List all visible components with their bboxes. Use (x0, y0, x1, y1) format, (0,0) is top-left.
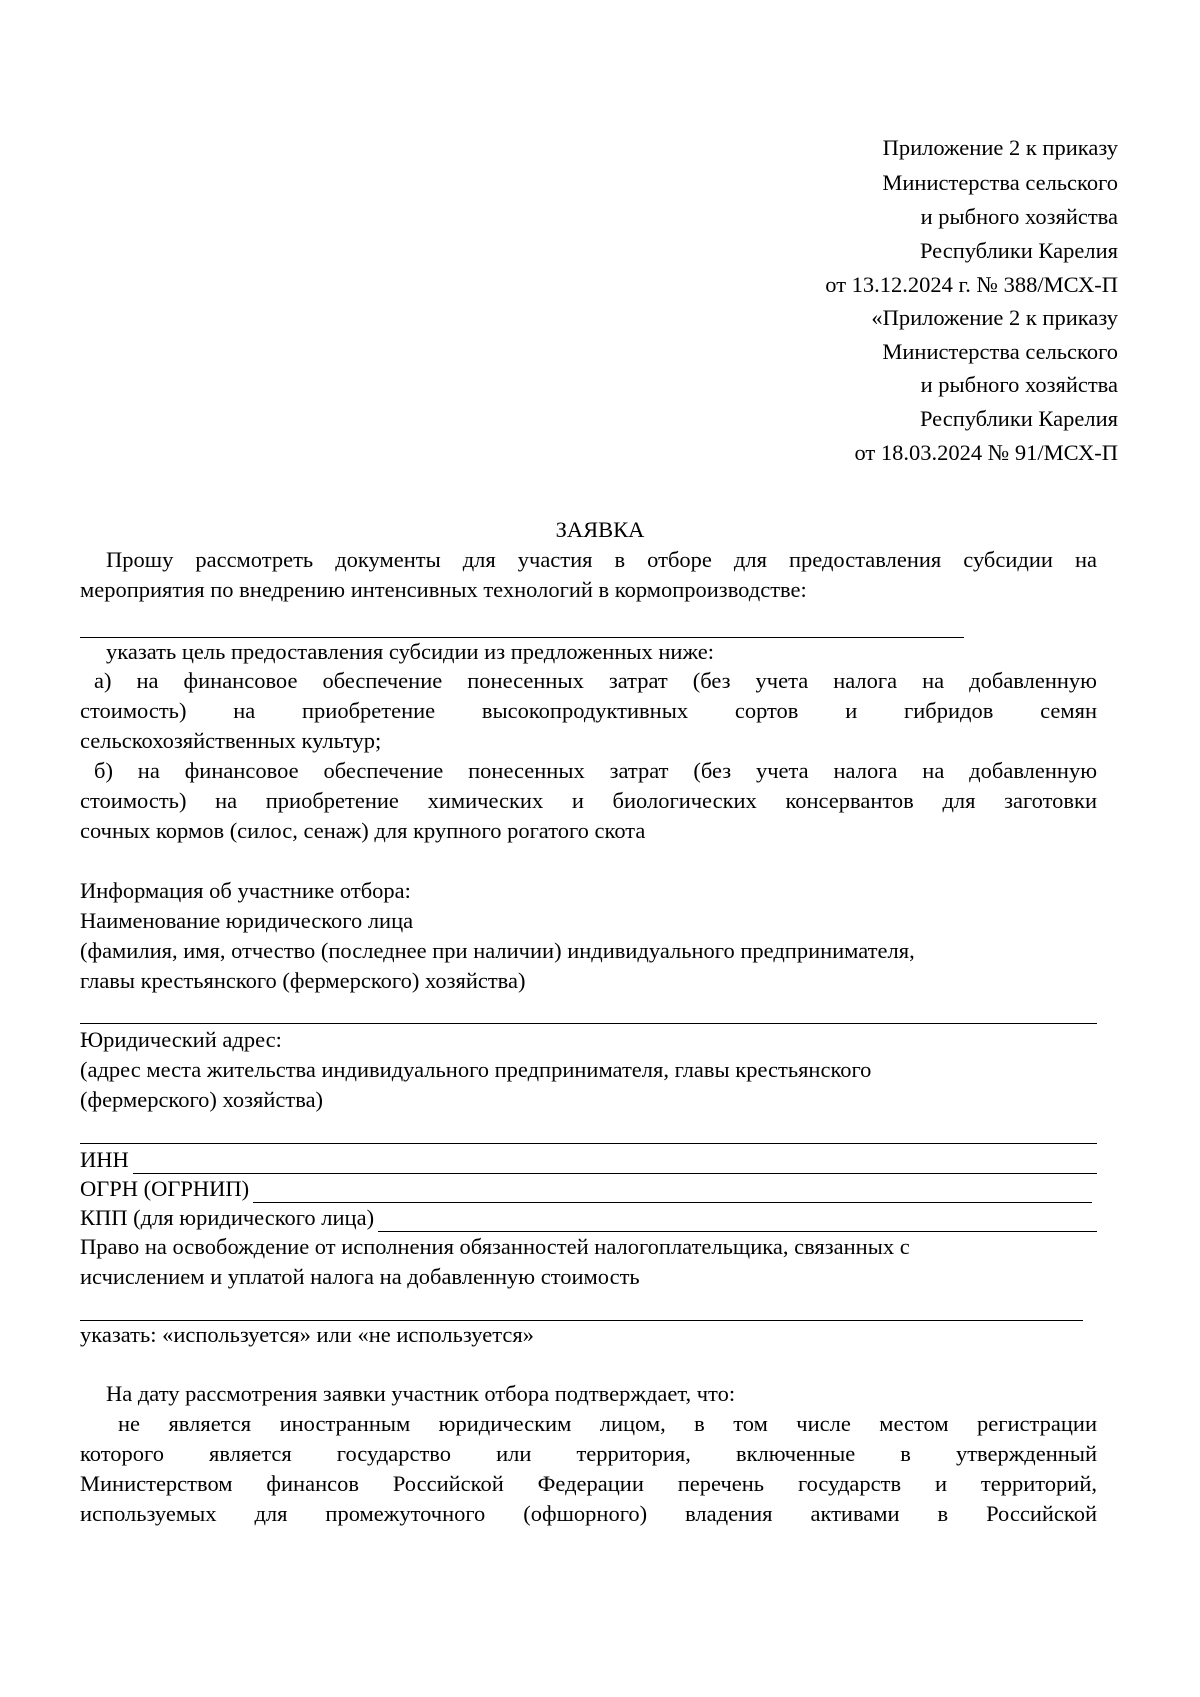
option-a-line: а) на финансовое обеспечение понесенных затрат (без учета налога на добавленную (94, 668, 1097, 693)
approval-line: Республики Карелия (919, 238, 1118, 263)
document-title: ЗАЯВКА (555, 517, 645, 542)
inn-label: ИНН (80, 1147, 129, 1172)
purpose-hint: указать цель предоставления субсидии из предложенных ниже: (106, 639, 714, 664)
ogrn-label: ОГРН (ОГРНИП) (80, 1176, 250, 1201)
approval-line: «Приложение 2 к приказу (871, 305, 1118, 330)
approval-line: Министерства сельского (882, 339, 1118, 364)
address-blank-line[interactable] (80, 1143, 1097, 1144)
option-b-line: сочных кормов (силос, сенаж) для крупного рогатого скота (80, 818, 646, 843)
approval-line: от 13.12.2024 г. № 388/МСХ-П (825, 272, 1118, 297)
address-label-line: Юридический адрес: (80, 1027, 282, 1052)
option-b-line: б) на финансовое обеспечение понесенных затрат (без учета налога на добавленную (94, 758, 1097, 783)
inn-blank[interactable] (133, 1151, 1097, 1174)
option-a-line: сельскохозяйственных культур; (80, 728, 382, 753)
intro-line: мероприятия по внедрению интенсивных технологий в кормопроизводстве: (80, 577, 807, 602)
option-b-line: стоимость) на приобретение химических и биологических консервантов для заготовки (80, 788, 1097, 813)
inn-field (80, 1146, 1097, 1174)
approval-line: Приложение 2 к приказу (882, 135, 1118, 160)
confirmation-line: не является иностранным юридическим лицом, в том числе местом регистрации (118, 1411, 1097, 1436)
kpp-field (80, 1204, 1097, 1232)
vat-hint: указать: «используется» или «не используется» (80, 1322, 534, 1347)
kpp-blank[interactable] (378, 1209, 1097, 1232)
approval-line: Министерства сельского (882, 170, 1118, 195)
approval-line: от 18.03.2024 № 91/МСХ-П (854, 440, 1118, 465)
intro-line: Прошу рассмотреть документы для участия в отборе для предоставления субсидии на (106, 547, 1097, 572)
name-label-line: (фамилия, имя, отчество (последнее при наличии) индивидуального предпринимателя, (80, 938, 915, 963)
participant-heading: Информация об участнике отбора: (80, 878, 411, 903)
confirmation-line: Министерством финансов Российской Федерации перечень государств и территорий, (80, 1471, 1097, 1496)
name-label-line: Наименование юридического лица (80, 908, 414, 933)
vat-label-line: исчислением и уплатой налога на добавленную стоимость (80, 1264, 640, 1289)
vat-label-line: Право на освобождение от исполнения обязанностей налогоплательщика, связанных с (80, 1234, 910, 1259)
confirmation-line: используемых для промежуточного (офшорного) владения активами в Российской (80, 1501, 1097, 1526)
confirmation-line: которого является государство или территория, включенные в утвержденный (80, 1441, 1097, 1466)
kpp-label: КПП (для юридического лица) (80, 1205, 375, 1230)
confirmation-heading: На дату рассмотрения заявки участник отбора подтверждает, что: (106, 1381, 736, 1406)
ogrn-blank[interactable] (253, 1180, 1092, 1203)
address-label-line: (фермерского) хозяйства) (80, 1087, 324, 1112)
approval-line: Республики Карелия (919, 406, 1118, 431)
approval-line: и рыбного хозяйства (920, 204, 1118, 229)
option-a-line: стоимость) на приобретение высокопродуктивных сортов и гибридов семян (80, 698, 1097, 723)
name-blank-line[interactable] (80, 1023, 1097, 1024)
ogrn-field (80, 1175, 1092, 1203)
approval-line: и рыбного хозяйства (920, 372, 1118, 397)
address-label-line: (адрес места жительства индивидуального предпринимателя, главы крестьянского (80, 1057, 872, 1082)
name-label-line: главы крестьянского (фермерского) хозяйства) (80, 968, 526, 993)
